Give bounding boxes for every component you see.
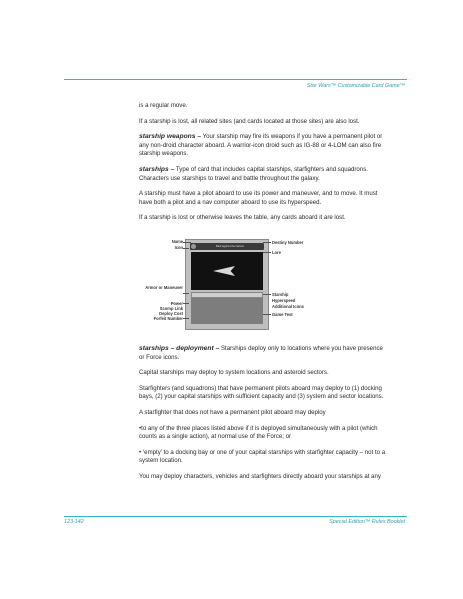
card-artwork <box>191 252 263 290</box>
label-armor-or-maneuver: Armor or Maneuver <box>145 284 183 290</box>
glossary-entry-starship-weapons: starship weapons – Your starship may fire its weapons if you have a permanent pilot or any non-droid character aboard. A warrior-icon droid such as IG-88 or 4-LOM can also fire starship weapons. <box>139 133 383 158</box>
leader-line <box>183 248 189 249</box>
paragraph: A starship must have a pilot aboard to use its power and maneuver, and to move. It must have both a pilot and a nav computer aboard to use its hyperspeed. <box>139 190 378 206</box>
starship-icon <box>213 266 235 276</box>
glossary-term: starships – deployment – <box>139 344 220 352</box>
leader-line <box>263 242 271 243</box>
label-game-text: Game Text <box>272 311 293 317</box>
paragraph: is a regular move. <box>139 102 188 109</box>
label-lore: Lore <box>272 249 281 255</box>
starship-card-image <box>185 239 269 330</box>
paragraph: If a starship is lost or otherwise leaves the table, any cards aboard it are lost. <box>139 214 346 222</box>
page-content <box>139 102 389 488</box>
leader-line <box>263 294 271 295</box>
paragraph: Starfighters (and squadrons) that have permanent pilots aboard may deploy to (1) docking bays, (2) your capital starships with sufficient capacity and (3) system and sector locations. <box>139 384 384 401</box>
bullet-item: •to any of the three places listed above if it is deployed simultaneously with a pilot (which counts as a single action), at normal use of the Force; or <box>139 424 378 441</box>
header-rule <box>64 79 407 80</box>
leader-line <box>183 318 189 319</box>
label-hyperspeed: Hyperspeed <box>272 297 296 303</box>
card-title-bar <box>190 243 264 250</box>
paragraph: If a starship is lost, all related sites (and cards located at those sites) are also lost. <box>139 117 360 125</box>
label-destiny-number: Destiny Number <box>272 239 304 245</box>
glossary-term: starship weapons – <box>139 133 202 141</box>
leader-line <box>263 314 271 315</box>
leader-line <box>263 252 271 253</box>
paragraph: You may deploy characters, vehicles and starfighters directly aboard your starships at any <box>139 472 381 480</box>
paragraph: Capital starships may deploy to system locations and asteroid sectors. <box>139 369 329 377</box>
glossary-entry-starships-deployment: starships – deployment – Starships deploy only to locations where you have presence or Force icons. <box>139 344 383 361</box>
starship-card-diagram <box>139 230 389 333</box>
leader-line <box>183 303 189 304</box>
card-title: Bark Against the Narrow <box>216 244 244 248</box>
label-power: Power <box>170 300 183 306</box>
leader-line <box>183 242 191 243</box>
footer-rule <box>64 516 407 517</box>
card-game-text-box <box>191 298 263 324</box>
card-icon <box>191 244 196 249</box>
glossary-term: starships – <box>139 165 175 173</box>
glossary-entry-starships: starships – Type of card that includes capital starships, starfighters and squadrons. Characters use starships to travel and battle throughout the galaxy. <box>139 165 368 182</box>
bullet-item: • ‘empty’ to a docking bay or one of your capital starships with starfighter capacity – not to a system location. <box>139 448 386 465</box>
label-starship: Starship <box>272 291 289 297</box>
label-forfeit-number: Forfeit Number <box>153 315 183 321</box>
label-deploy-cost: Deploy Cost <box>159 310 183 316</box>
label-additional-icons: Additional Icons <box>272 303 304 309</box>
footer-title: Special Edition™ Rules Booklet <box>329 519 405 525</box>
paragraph: A starfighter that does not have a permanent pilot aboard may deploy <box>139 408 326 416</box>
header-title: Star Wars™ Customizable Card Game™ <box>306 83 405 89</box>
leader-line <box>183 293 189 294</box>
label-name: Name <box>171 238 183 244</box>
label-scomp-link: Scomp Link <box>159 305 183 311</box>
page-numbers: 123-142 <box>64 519 84 525</box>
label-icon: Icon <box>174 244 183 250</box>
